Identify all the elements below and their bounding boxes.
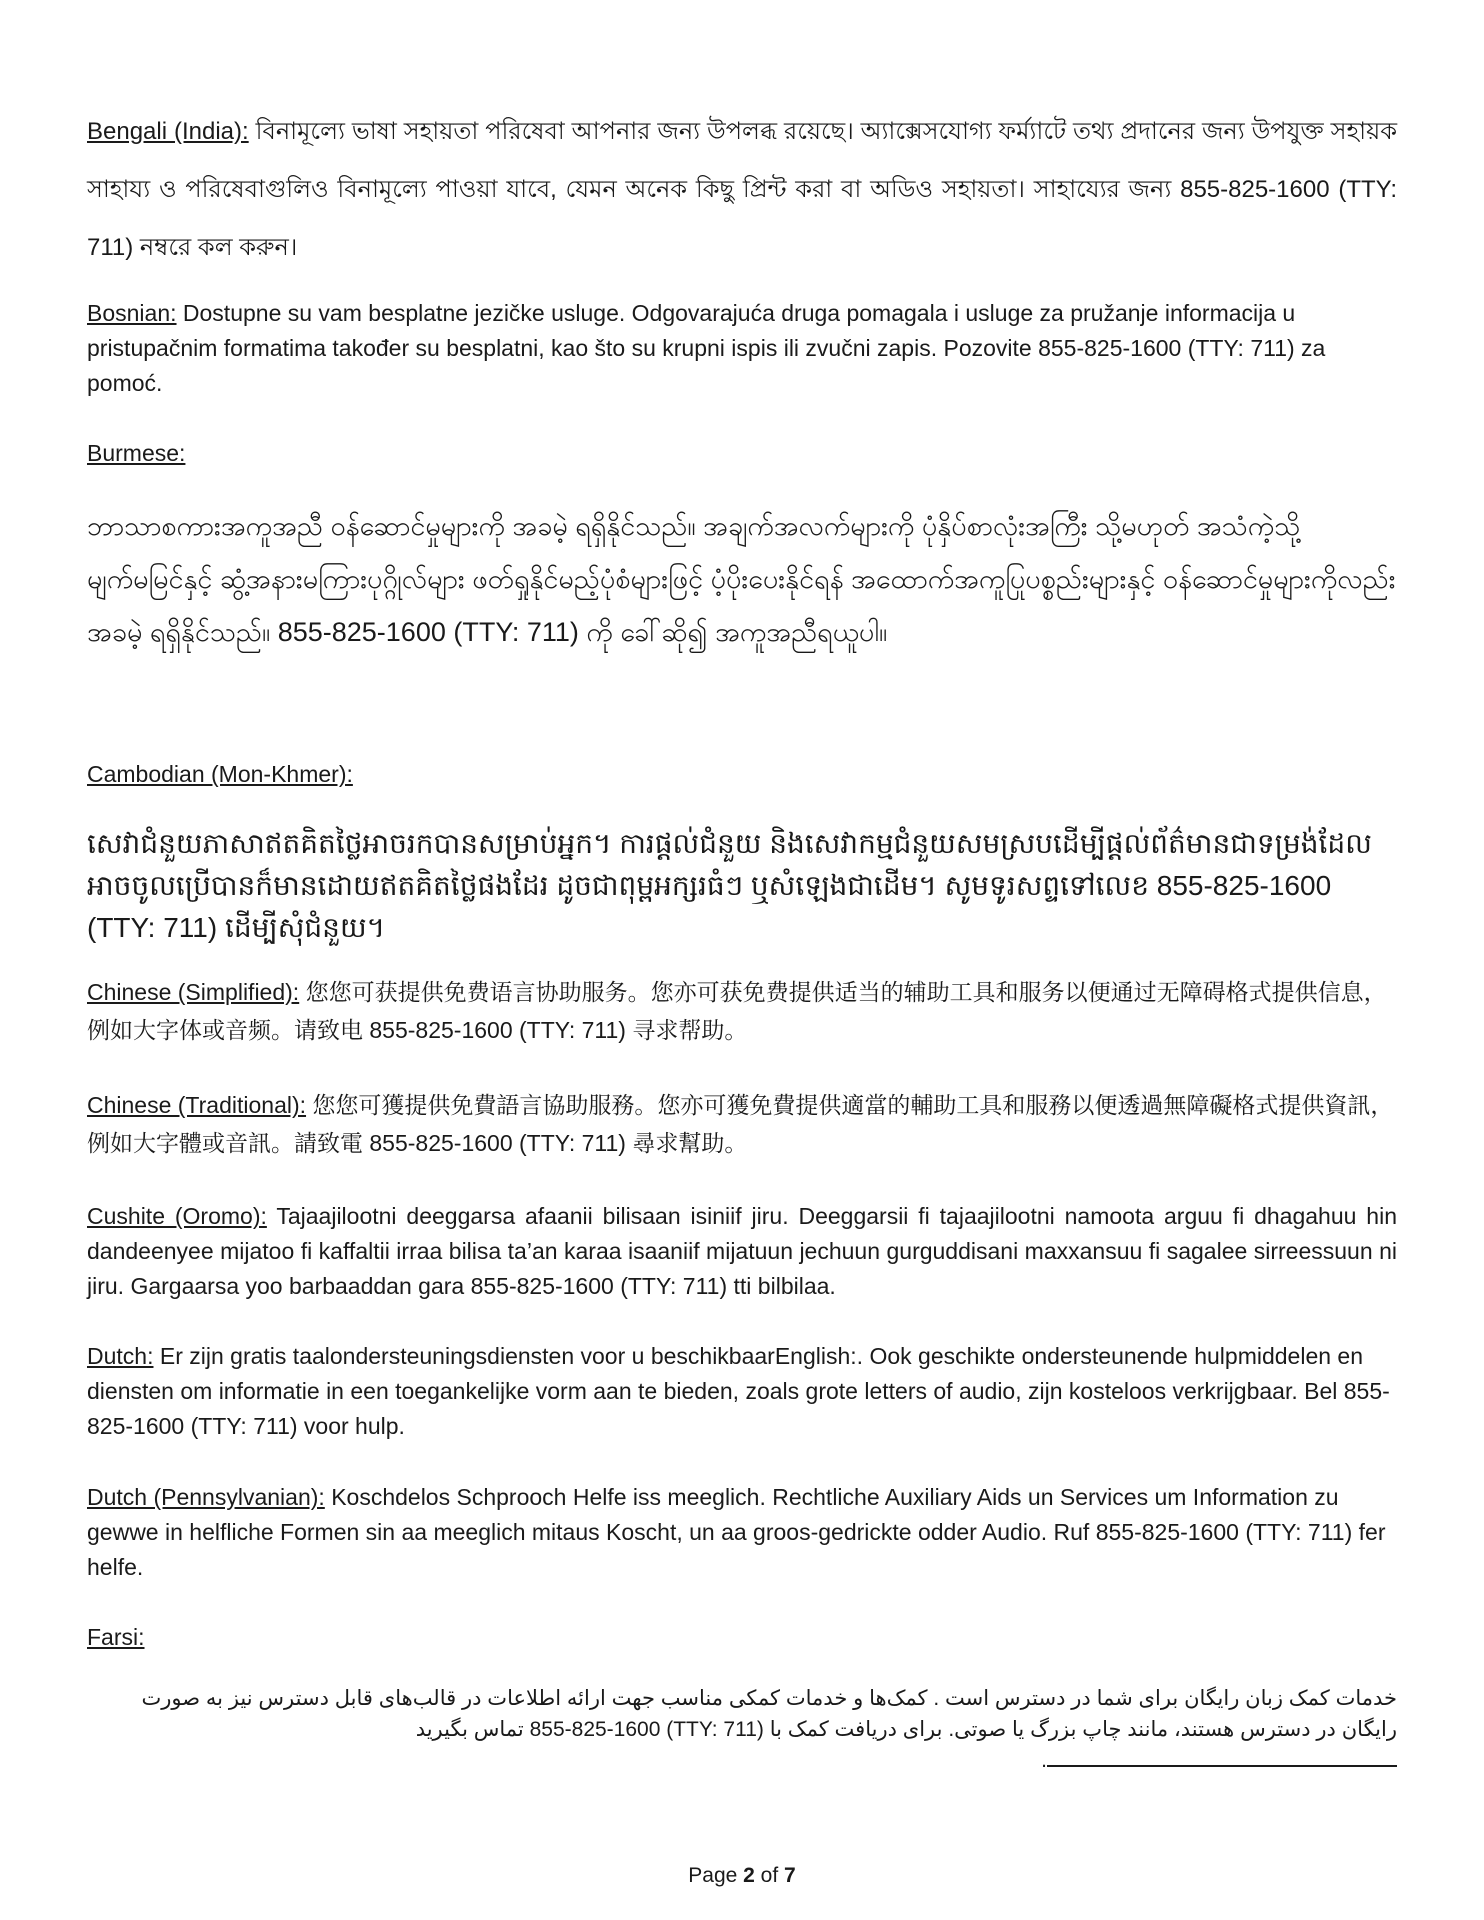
language-label: Bengali (India): bbox=[87, 118, 249, 145]
page-number-footer bbox=[0, 1864, 1484, 1888]
pennsylvania-dutch-notice bbox=[87, 1480, 1397, 1585]
khmer-notice: សេវាជំនួយភាសាឥតគិតថ្លៃអាចរកបានសម្រាប់អ្នក។ ការផ្តល់ជំនួយ និងសេវាកម្មជំនួយសមស្របដើម្បីផ្តល់ព័ត៌មានជាទម្រង់ដែលអាចចូលប្រើបានក៏មានដោយឥតគិតថ្លៃផងដែរ ដូចជាពុម្ពអក្សរធំៗ ឬសំឡេងជាដើម។ សូមទូរសព្ទទៅលេខ 855-825-1600 (TTY: 711) ដើម្បីសុំជំនួយ។ bbox=[87, 828, 1372, 943]
notice-text: خدمات کمک زبان رایگان برای شما در دسترس است . کمک‌ها و خدمات کمکی مناسب جهت ارائه اطلاعات در قالب‌های قابل دسترس نیز به صورت رایگان در دسترس هستند، مانند چاپ بزرگ یا صوتی. برای دریافت کمک با (TTY: 711) 855-825-1600 تماس بگیرید bbox=[141, 1687, 1397, 1741]
notice-text: Koschdelos Schprooch Helfe iss meeglich. Rechtliche Auxiliary Aids un Services um Information zu gewwe in helfliche Formen sin aa meeglich mitaus Koscht, un aa groos-gedrickte odder Audio. Ruf 855-825-1600 (TTY: 711) fer helfe. bbox=[87, 1484, 1386, 1580]
notice-text: 您您可獲提供免費語言協助服務。您亦可獲免費提供適當的輔助工具和服務以便透過無障礙格式提供資訊，例如大字體或音訊。請致電 855-825-1600 (TTY: 711) 尋求幫助。 bbox=[87, 1092, 1394, 1156]
language-label: Farsi: bbox=[87, 1624, 145, 1650]
dutch-notice bbox=[87, 1339, 1397, 1444]
language-label: Chinese (Simplified): bbox=[87, 979, 300, 1005]
notice-end: . bbox=[1041, 1749, 1047, 1772]
bosnian-notice bbox=[87, 296, 1397, 401]
farsi-heading bbox=[87, 1620, 1397, 1655]
language-label: Cushite (Oromo): bbox=[87, 1203, 267, 1229]
fill-in-blank-line bbox=[1047, 1745, 1397, 1767]
notice-text: Er zijn gratis taalondersteuningsdiensten voor u beschikbaarEnglish:. Ook geschikte ondersteunende hulpmiddelen en diensten om informatie in een toegankelijke vorm aan te bieden, zoals grote letters of audio, zijn kosteloos verkrijgbaar. Bel 855-825-1600 (TTY: 711) voor hulp. bbox=[87, 1343, 1390, 1439]
notice-text: 您您可获提供免费语言协助服务。您亦可获免费提供适当的辅助工具和服务以便通过无障碍格式提供信息，例如大字体或音频。请致电 855-825-1600 (TTY: 711) 寻求帮助。 bbox=[87, 979, 1387, 1043]
page-of: of bbox=[754, 1864, 785, 1887]
notice-text: বিনামূল্যে ভাষা সহায়তা পরিষেবা আপনার জন্য উপলব্ধ রয়েছে। অ্যাক্সেসযোগ্য ফর্ম্যাটে তথ্য প্রদানের জন্য উপযুক্ত সহায়ক সাহায্য ও পরিষেবাগুলিও বিনামূল্যে পাওয়া যাবে, যেমন অনেক কিছু প্রিন্ট করা বা অডিও সহায়তা। সাহায্যের জন্য 855-825-1600 (TTY: 711) নম্বরে কল করুন। bbox=[87, 118, 1397, 261]
bengali-notice bbox=[87, 103, 1397, 277]
burmese-notice: ဘာသာစကားအကူအညီ ဝန်ဆောင်မှုများကို အခမဲ့ ရရှိနိုင်သည်။ အချက်အလက်များကို ပုံနှိပ်စာလုံးအကြီး သို့မဟုတ် အသံကဲ့သို့ မျက်မမြင်နှင့် ဆွံ့အနားမကြားပုဂ္ဂိုလ်များ ဖတ်ရှုနိုင်မည့်ပုံစံများဖြင့် ပံ့ပိုးပေးနိုင်ရန် အထောက်အကူပြုပစ္စည်းများနှင့် ဝန်ဆောင်မှုများကိုလည်း အခမဲ့ ရရှိနိုင်သည်။ 855-825-1600 (TTY: 711) ကို ခေါ်ဆို၍ အကူအညီရယူပါ။ bbox=[87, 511, 1396, 647]
language-label: Cambodian (Mon-Khmer): bbox=[87, 761, 353, 787]
total-pages: 7 bbox=[784, 1864, 796, 1887]
notice-text: Dostupne su vam besplatne jezičke usluge. Odgovarajuća druga pomagala i usluge za pružanje informacija u pristupačnim formatima također su besplatni, kao što su krupni ispis ili zvučni zapis. Pozovite 855-825-1600 (TTY: 711) za pomoć. bbox=[87, 300, 1326, 396]
current-page: 2 bbox=[743, 1864, 755, 1887]
language-label: Bosnian: bbox=[87, 300, 177, 326]
burmese-heading bbox=[87, 436, 1397, 471]
page-prefix: Page bbox=[688, 1864, 744, 1887]
language-label: Dutch: bbox=[87, 1343, 154, 1369]
language-label: Dutch (Pennsylvanian): bbox=[87, 1484, 325, 1510]
language-label: Chinese (Traditional): bbox=[87, 1092, 307, 1118]
language-label: Burmese: bbox=[87, 440, 186, 466]
notice-text: Tajaajilootni deeggarsa afaanii bilisaan isiniif jiru. Deeggarsii fi tajaajilootni namoota arguu fi dhagahuu hin dandeenyee mijatoo fi kaffaltii irraa bilisa ta’an karaa isaaniif mijatuun jechuun gurguddisani maxxansuu fi sagalee sirreessuun ni jiru. Gargaarsa yoo barbaaddan gara 855-825-1600 (TTY: 711) tti bilbilaa. bbox=[87, 1203, 1398, 1299]
farsi-notice bbox=[87, 1683, 1397, 1776]
chinese-simplified-notice bbox=[87, 973, 1397, 1049]
oromo-notice bbox=[87, 1199, 1397, 1304]
chinese-traditional-notice bbox=[87, 1086, 1397, 1162]
khmer-heading bbox=[87, 757, 1397, 792]
